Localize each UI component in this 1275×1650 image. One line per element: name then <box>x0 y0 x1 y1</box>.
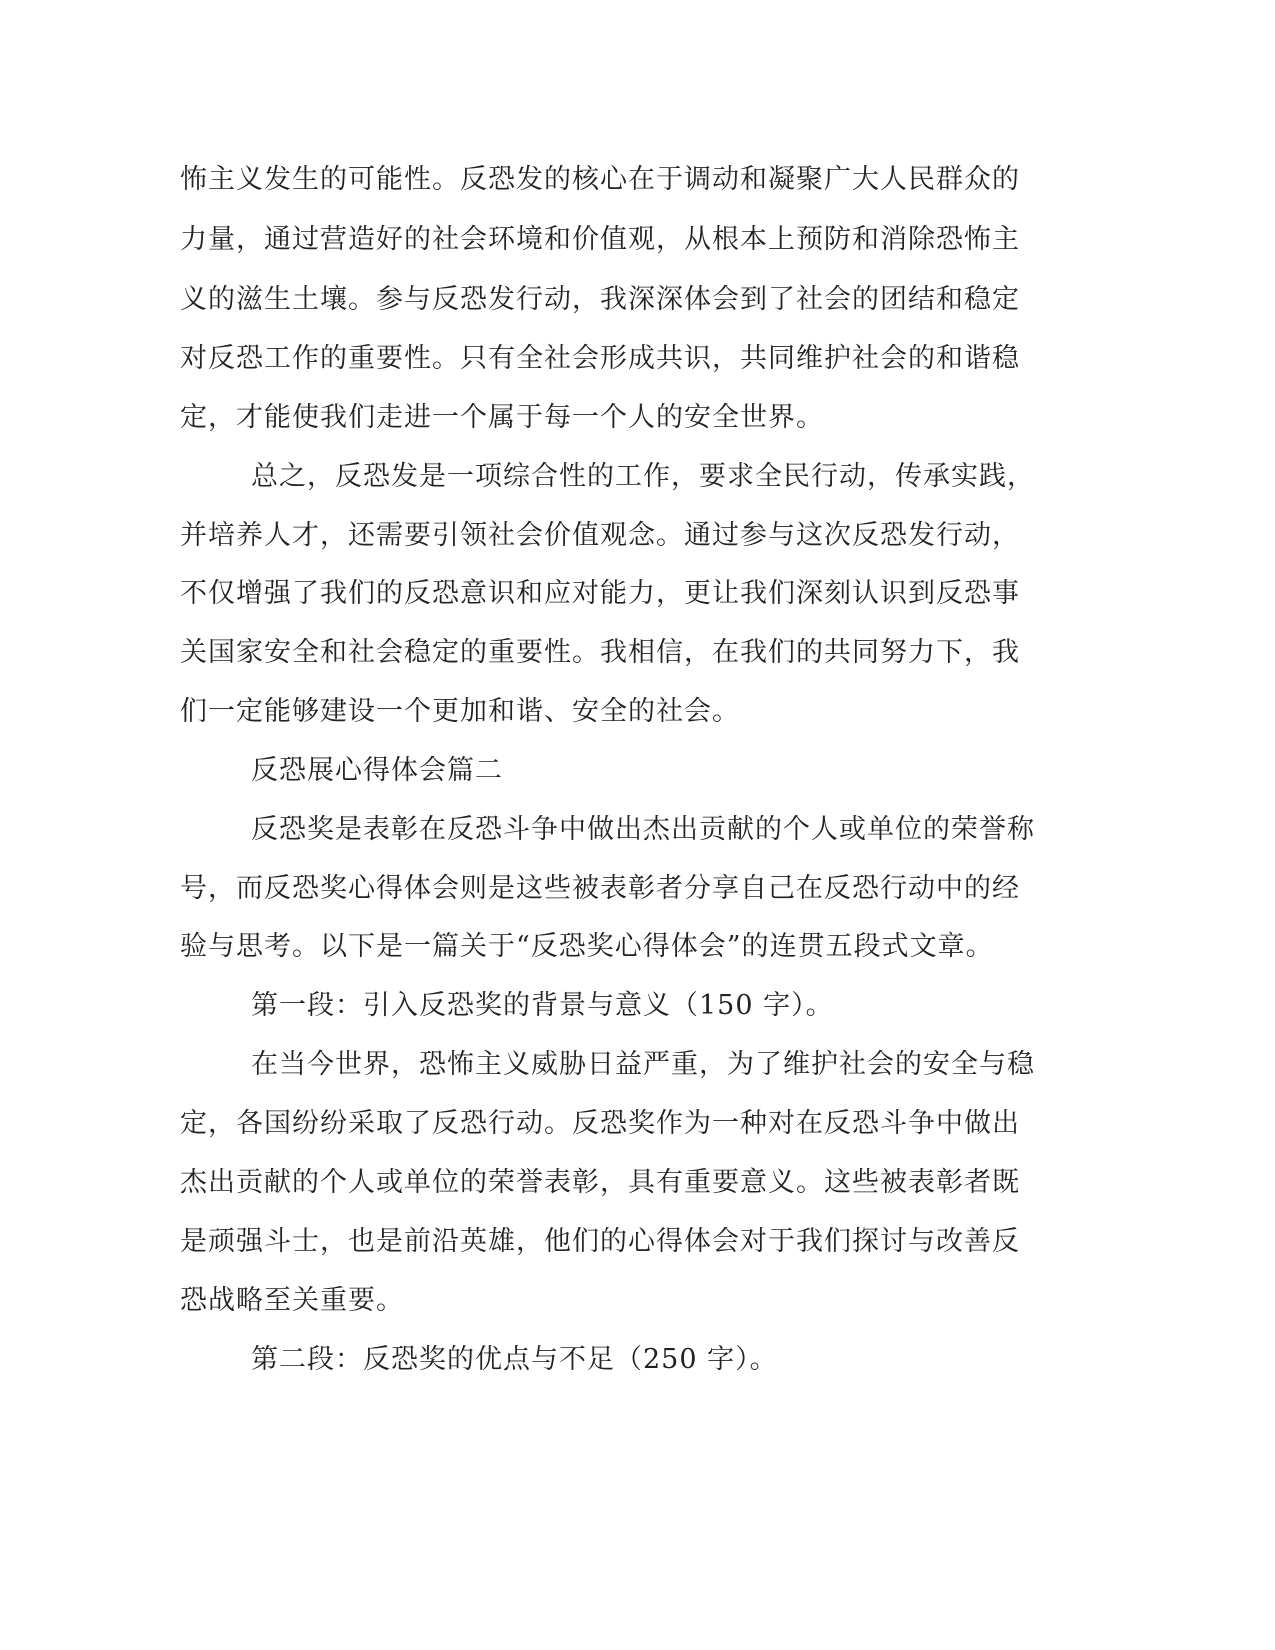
body-text-line: 杰出贡献的个人或单位的荣誉表彰，具有重要意义。这些被表彰者既 <box>180 1167 1020 1198</box>
body-text-line: 是顽强斗士，也是前沿英雄，他们的心得体会对于我们探讨与改善反 <box>180 1226 1020 1257</box>
paragraph-subheading: 第一段：引入反恐奖的背景与意义（150 字）。 <box>251 990 834 1021</box>
paragraph-subheading: 第二段：反恐奖的优点与不足（250 字）。 <box>251 1344 778 1375</box>
body-text-line: 验与思考。以下是一篇关于“反恐奖心得体会”的连贯五段式文章。 <box>180 931 994 962</box>
body-text-line: 在当今世界，恐怖主义威胁日益严重，为了维护社会的安全与稳 <box>251 1049 1035 1080</box>
body-text-line: 号，而反恐奖心得体会则是这些被表彰者分享自己在反恐行动中的经 <box>180 873 1020 904</box>
section-heading: 反恐展心得体会篇二 <box>251 755 503 786</box>
body-text-line: 反恐奖是表彰在反恐斗争中做出杰出贡献的个人或单位的荣誉称 <box>251 814 1035 845</box>
body-text-line: 不仅增强了我们的反恐意识和应对能力，更让我们深刻认识到反恐事 <box>180 578 1020 609</box>
body-text-line: 恐战略至关重要。 <box>180 1285 404 1316</box>
body-text-line: 力量，通过营造好的社会环境和价值观，从根本上预防和消除恐怖主 <box>180 224 1020 255</box>
body-text-line: 对反恐工作的重要性。只有全社会形成共识，共同维护社会的和谐稳 <box>180 343 1020 374</box>
body-text-line: 怖主义发生的可能性。反恐发的核心在于调动和凝聚广大人民群众的 <box>180 164 1020 195</box>
body-text-line: 关国家安全和社会稳定的重要性。我相信，在我们的共同努力下，我 <box>180 637 1020 668</box>
body-text-line: 总之，反恐发是一项综合性的工作，要求全民行动，传承实践， <box>251 461 1035 492</box>
body-text-line: 义的滋生土壤。参与反恐发行动，我深深体会到了社会的团结和稳定 <box>180 284 1020 315</box>
body-text-line: 定，才能使我们走进一个属于每一个人的安全世界。 <box>180 402 824 433</box>
body-text-line: 并培养人才，还需要引领社会价值观念。通过参与这次反恐发行动， <box>180 520 1020 551</box>
body-text-line: 定，各国纷纷采取了反恐行动。反恐奖作为一种对在反恐斗争中做出 <box>180 1108 1020 1139</box>
body-text-line: 们一定能够建设一个更加和谐、安全的社会。 <box>180 696 740 727</box>
